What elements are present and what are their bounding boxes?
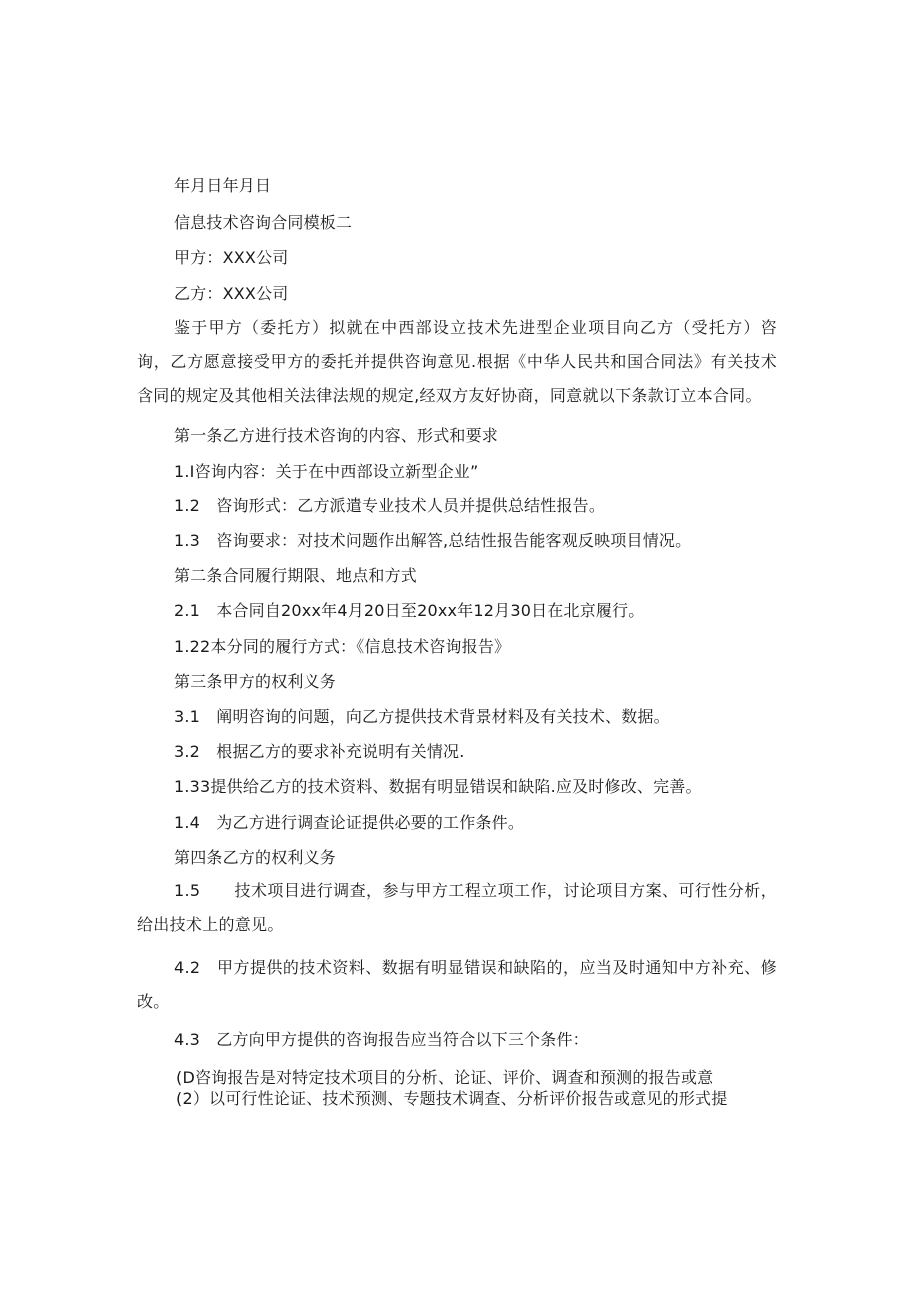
clause-3-3: 1.33提供给乙方的技术资料、数据有明显错误和缺陷.应及时修改、完善。 xyxy=(174,777,702,796)
preamble-paragraph: 鉴于甲方（委托方）拟就在中西部设立技术先进型企业项目向乙方（受托方）咨询，乙方愿意接受甲方的委托并提供咨询意见.根据《中华人民共和国合同法》有关技术含同的规定及其他相关法律法规的规定,经双方友好协商，同意就以下条款订立本合同。 xyxy=(137,318,777,405)
clause-4-1-text: 技术项目进行调查，参与甲方工程立项工作，讨论项目方案、可行性分析，给出技术上的意见。 xyxy=(137,881,777,934)
condition-2: (2）以可行性论证、技术预测、专题技术调查、分析评价报告或意见的形式提 xyxy=(176,1089,728,1108)
clause-3-2: 3.2 根据乙方的要求补充说明有关情况. xyxy=(174,742,465,761)
header-date: 年月日年月日 xyxy=(174,176,272,195)
clause-1-2: 1.2 咨询形式：乙方派遣专业技术人员并提供总结性报告。 xyxy=(174,496,606,515)
article-2-title: 第二条合同履行期限、地点和方式 xyxy=(174,566,418,585)
article-1-title: 第一条乙方进行技术咨询的内容、形式和要求 xyxy=(174,426,499,445)
clause-4-3: 4.3 乙方向甲方提供的咨询报告应当符合以下三个条件： xyxy=(174,1030,589,1049)
clause-3-1: 3.1 阐明咨询的问题，向乙方提供技术背景材料及有关技术、数据。 xyxy=(174,707,670,726)
clause-1-1: 1.I咨询内容：关于在中西部设立新型企业” xyxy=(174,462,479,481)
clause-2-1: 2.1 本合同自20xx年4月20日至20xx年12月30日在北京履行。 xyxy=(174,601,645,620)
party-b: 乙方：XXX公司 xyxy=(174,284,289,303)
clause-4-1-number: 1.5 xyxy=(174,881,201,900)
clause-4-1 xyxy=(137,874,777,942)
article-4-title: 第四条乙方的权利义务 xyxy=(174,848,337,867)
party-a: 甲方：XXX公司 xyxy=(174,248,289,267)
clause-1-3: 1.3 咨询要求：对技术问题作出解答,总结性报告能客观反映项目情况。 xyxy=(174,531,692,550)
article-3-title: 第三条甲方的权利义务 xyxy=(174,672,337,691)
condition-1: (D咨询报告是对特定技术项目的分析、论证、评价、调查和预测的报告或意 xyxy=(176,1068,714,1087)
clause-3-4: 1.4 为乙方进行调查论证提供必要的工作条件。 xyxy=(174,813,525,832)
clause-2-2: 1.22本分同的履行方式：《信息技术咨询报告》 xyxy=(174,637,511,656)
document-title: 信息技术咨询合同模板二 xyxy=(174,213,353,232)
clause-4-2: 4.2 甲方提供的技术资料、数据有明显错误和缺陷的，应当及时通知中方补充、修改。 xyxy=(137,958,777,1011)
